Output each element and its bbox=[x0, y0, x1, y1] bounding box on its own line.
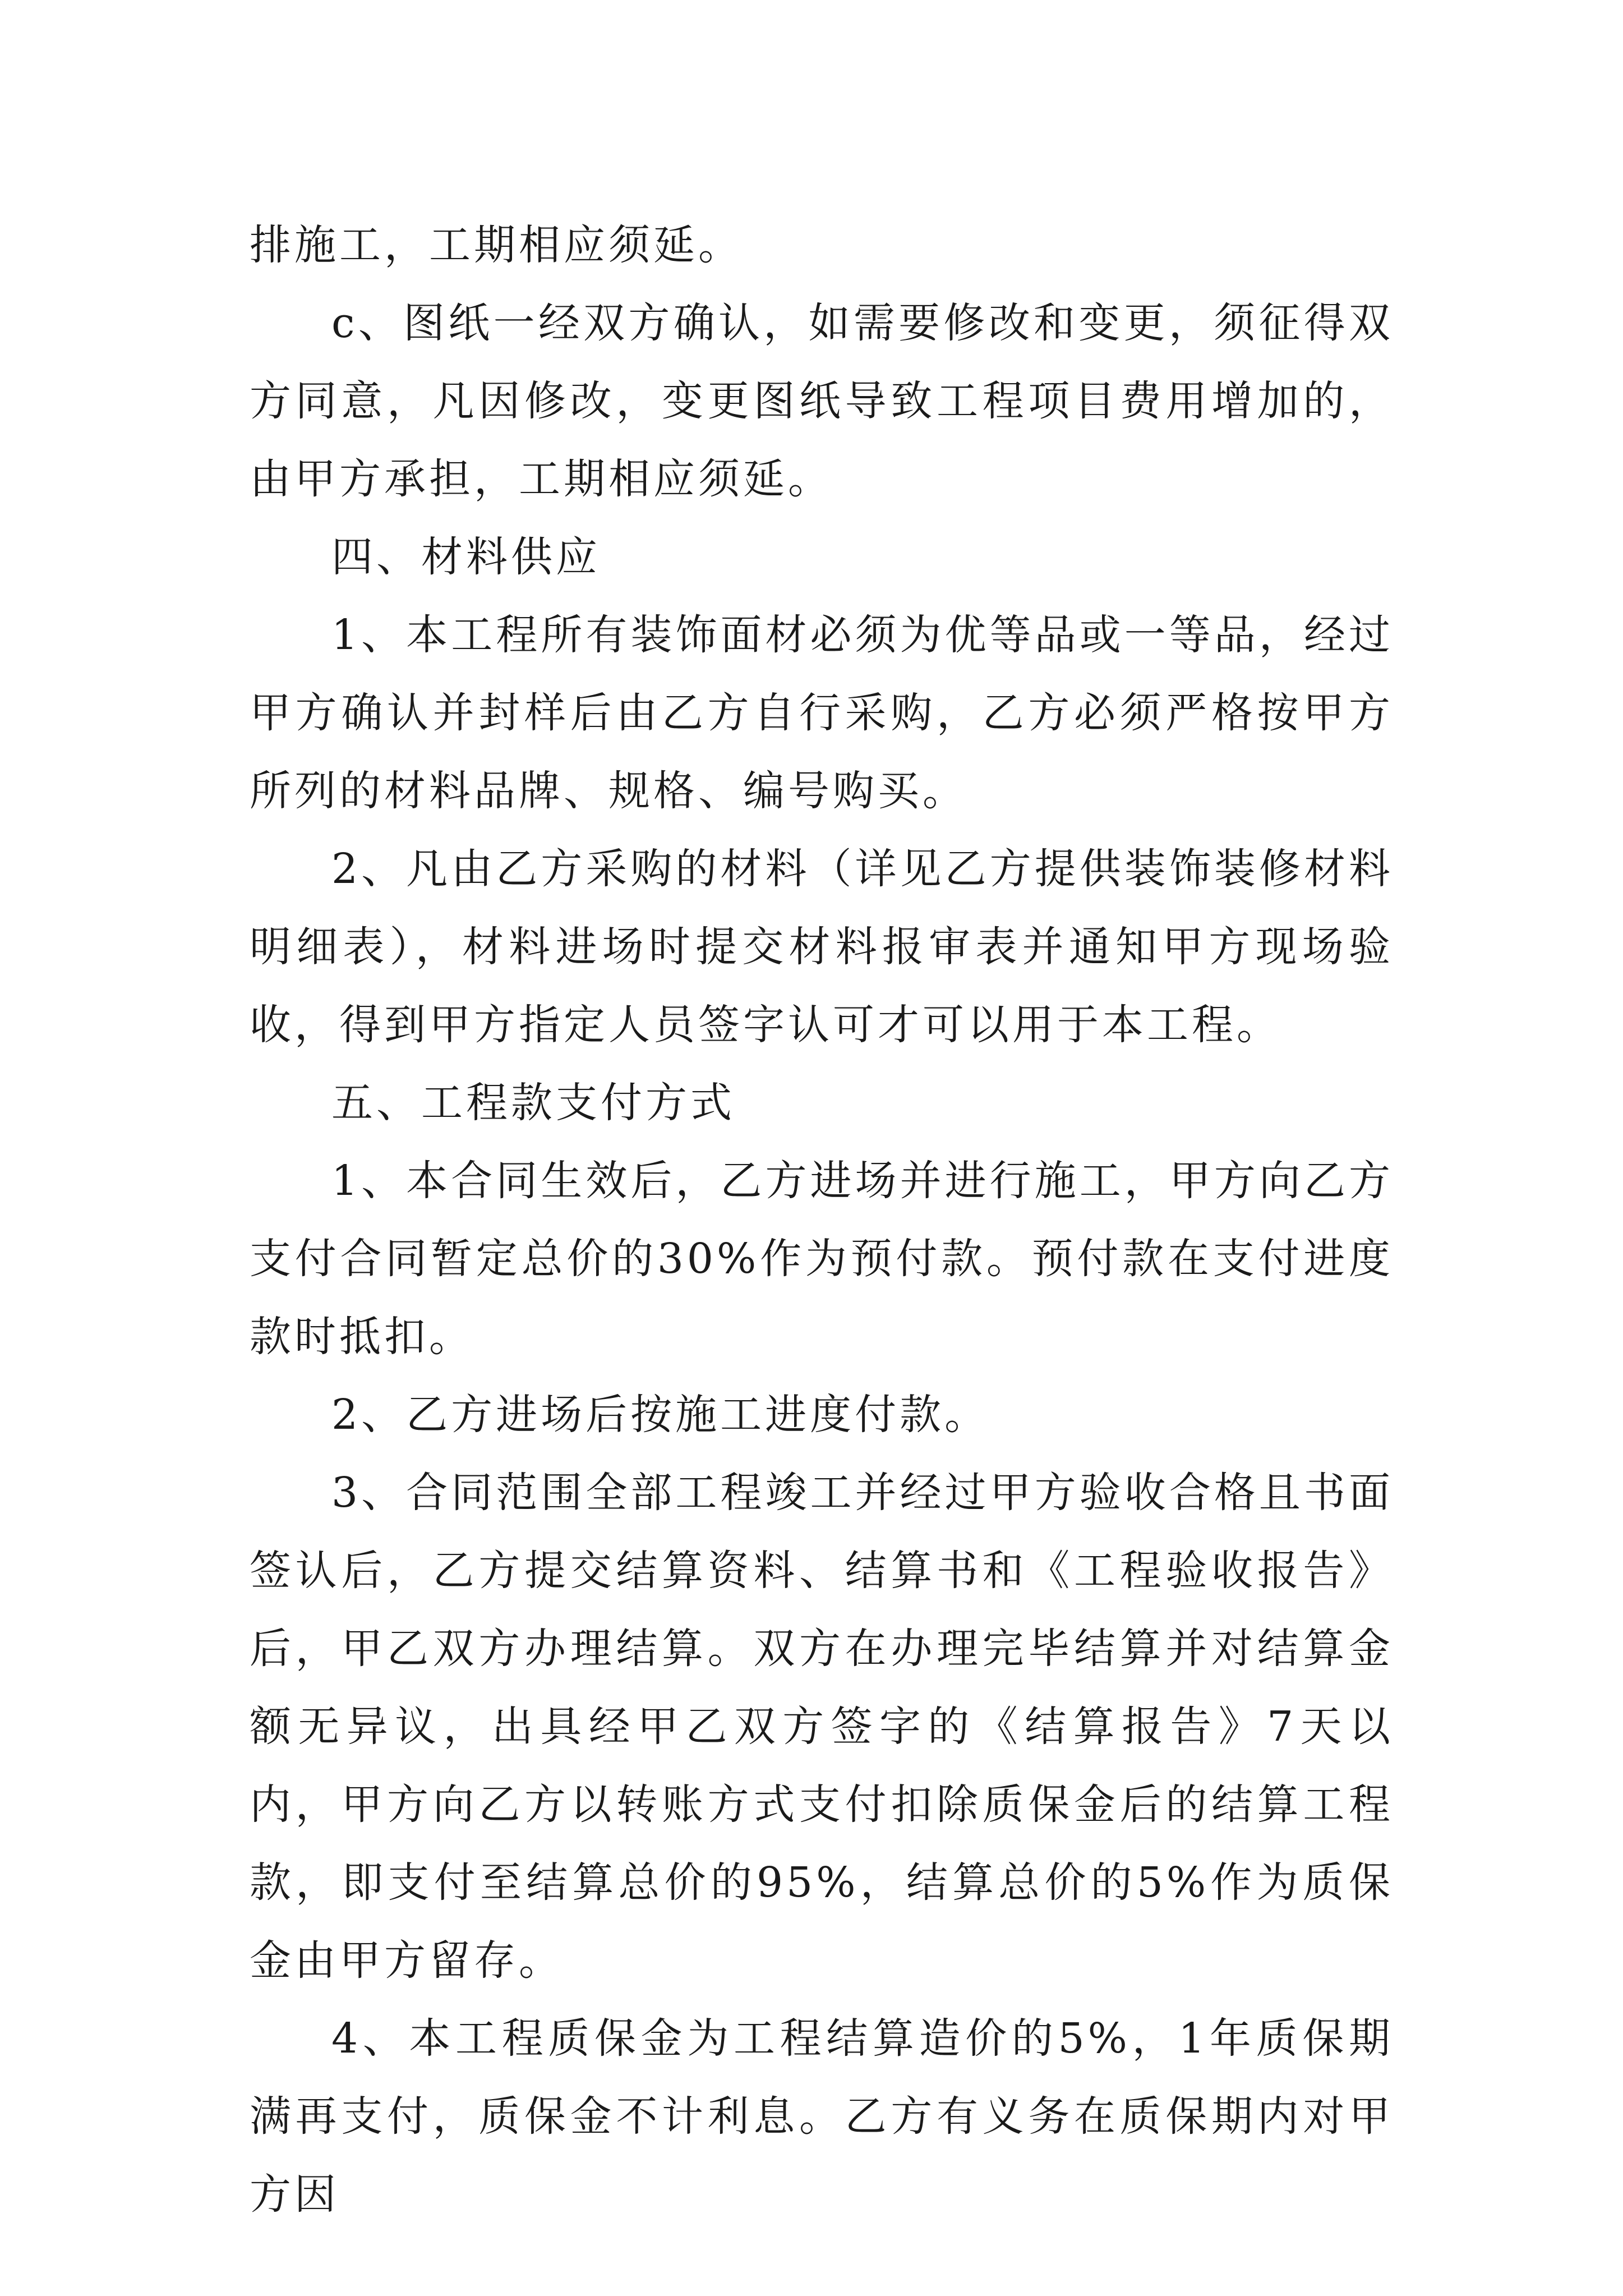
paragraph-material-2: 2、凡由乙方采购的材料（详见乙方提供装饰装修材料明细表），材料进场时提交材料报审表并通知甲方现场验收，得到甲方指定人员签字认可才可以用于本工程。 bbox=[250, 845, 1394, 1049]
paragraph-continuation: 排施工，工期相应须延。 bbox=[250, 221, 743, 269]
paragraph-material-1: 1、本工程所有装饰面材必须为优等品或一等品，经过甲方确认并封样后由乙方自行采购，乙方必须严格按甲方所列的材料品牌、规格、编号购买。 bbox=[250, 611, 1394, 815]
paragraph-payment-4: 4、本工程质保金为工程结算造价的5%，1年质保期满再支付，质保金不计利息。乙方有义务在质保期内对甲方因 bbox=[250, 2014, 1394, 2219]
paragraph-payment-3: 3、合同范围全部工程竣工并经过甲方验收合格且书面签认后，乙方提交结算资料、结算书和《工程验收报告》后，甲乙双方办理结算。双方在办理完毕结算并对结算金额无异议，出具经甲乙双方签字的《结算报告》7天以内，甲方向乙方以转账方式支付扣除质保金后的结算工程款，即支付至结算总价的95%，结算总价的5%作为质保金由甲方留存。 bbox=[250, 1469, 1394, 1985]
paragraph-drawing-change: c、图纸一经双方确认，如需要修改和变更，须征得双方同意，凡因修改，变更图纸导致工程项目费用增加的，由甲方承担，工期相应须延。 bbox=[250, 299, 1394, 503]
document-body bbox=[250, 206, 1394, 2234]
section-heading-material-supply: 四、材料供应 bbox=[331, 533, 601, 581]
section-heading-payment-method: 五、工程款支付方式 bbox=[331, 1079, 735, 1127]
paragraph-payment-1: 1、本合同生效后，乙方进场并进行施工，甲方向乙方支付合同暂定总价的30%作为预付款。预付款在支付进度款时抵扣。 bbox=[250, 1157, 1394, 1361]
paragraph-payment-2: 2、乙方进场后按施工进度付款。 bbox=[331, 1391, 990, 1439]
